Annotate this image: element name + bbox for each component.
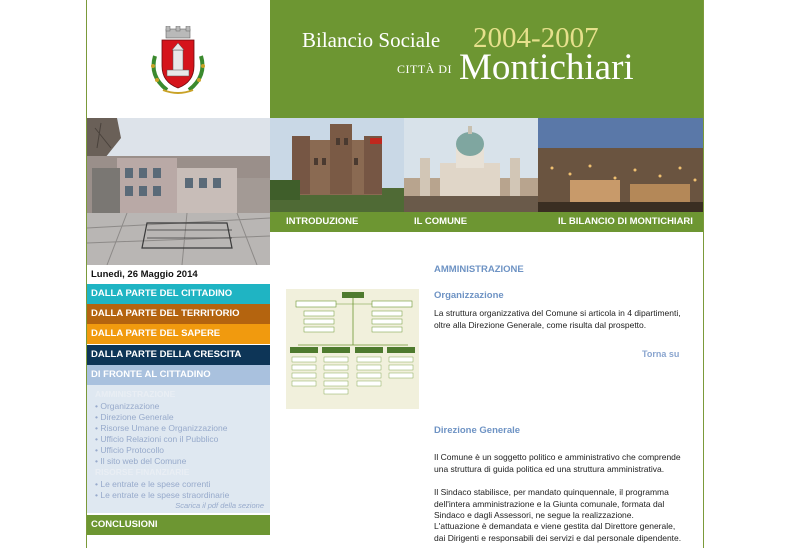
- nav-territorio[interactable]: DALLA PARTE DEL TERRITORIO: [87, 304, 270, 324]
- paragraph-organizzazione: La struttura organizzativa del Comune si articola in 4 dipartimenti, oltre alla Direzione Generale, come risulta dal prospetto.: [434, 308, 681, 330]
- town-hall-photo: [87, 118, 270, 265]
- submenu-section-amministrazione[interactable]: AMMINISTRAZIONE: [95, 389, 176, 399]
- download-pdf-link[interactable]: Scarica il pdf della sezione: [175, 501, 264, 510]
- logo-area: [87, 0, 270, 118]
- nav-conclusioni[interactable]: CONCLUSIONI: [87, 515, 270, 535]
- nav-sapere[interactable]: DALLA PARTE DEL SAPERE: [87, 324, 270, 344]
- paragraph-direzione-3: L'attuazione è demandata e viene gestita dal Direttore generale, dai Dirigenti e responsabili dei servizi e dal personale dipendente.: [434, 521, 682, 543]
- main-content: [270, 232, 703, 548]
- photo-strip: [270, 118, 703, 212]
- back-to-top-link[interactable]: Torna su: [642, 349, 680, 359]
- submenu-panel: [87, 385, 270, 513]
- main-tabs: [270, 212, 703, 232]
- submenu-item-risorse-umane[interactable]: • Risorse Umane e Organizzazione: [95, 423, 228, 433]
- header-years: 2004-2007: [473, 22, 599, 54]
- paragraph-direzione-1: Il Comune è un soggetto politico e amministrativo che comprende una struttura di guida politica ed una struttura amministrativa.: [434, 452, 681, 474]
- header-citta-label: CITTÀ DI: [397, 62, 452, 76]
- castle-photo: [270, 118, 404, 212]
- header-title: Bilancio Sociale: [302, 28, 441, 52]
- tab-il-comune[interactable]: IL COMUNE: [414, 216, 468, 227]
- nav-di-fronte-al-cittadino[interactable]: DI FRONTE AL CITTADINO: [87, 365, 270, 385]
- heading-direzione-generale: Direzione Generale: [434, 425, 521, 436]
- submenu-item-protocollo[interactable]: • Ufficio Protocollo: [95, 445, 164, 455]
- submenu-item-entrate-correnti[interactable]: • Le entrate e le spese correnti: [95, 479, 211, 489]
- tab-introduzione[interactable]: INTRODUZIONE: [286, 216, 359, 227]
- submenu-item-label: Le entrate e le spese straordinarie: [100, 490, 230, 500]
- town-panorama-photo: [538, 118, 703, 212]
- tab-il-bilancio[interactable]: IL BILANCIO DI MONTICHIARI: [558, 216, 693, 227]
- church-photo: [404, 118, 538, 212]
- submenu-item-entrate-straordinarie[interactable]: • Le entrate e le spese straordinarie: [95, 490, 230, 500]
- submenu-item-label: Il sito web del Comune: [100, 456, 187, 466]
- submenu-item-sito-web[interactable]: • Il sito web del Comune: [95, 456, 187, 466]
- submenu-item-label: Le entrate e le spese correnti: [100, 479, 211, 489]
- submenu-item-label: Ufficio Protocollo: [100, 445, 164, 455]
- nav-cittadino[interactable]: DALLA PARTE DEL CITTADINO: [87, 284, 270, 304]
- submenu-item-label: Organizzazione: [100, 401, 160, 411]
- site-header: [270, 0, 703, 118]
- town-crest-logo[interactable]: [145, 26, 211, 96]
- submenu-item-label: Direzione Generale: [100, 412, 174, 422]
- header-town-name: Montichiari: [459, 47, 634, 88]
- section-title: AMMINISTRAZIONE: [434, 264, 524, 275]
- paragraph-direzione-2: Il Sindaco stabilisce, per mandato quinquennale, il programma dell'intera amministrazione e la Giunta comunale, formata dal Sindaco e dagli Assessori, ne segue la realizzazione.: [434, 487, 669, 520]
- submenu-item-organizzazione[interactable]: • Organizzazione: [95, 401, 160, 411]
- submenu-item-direzione-generale[interactable]: • Direzione Generale: [95, 412, 174, 422]
- nav-crescita[interactable]: DALLA PARTE DELLA CRESCITA: [87, 345, 270, 365]
- submenu-item-urp[interactable]: • Ufficio Relazioni con il Pubblico: [95, 434, 219, 444]
- submenu-item-label: Risorse Umane e Organizzazione: [100, 423, 228, 433]
- submenu-item-label: Ufficio Relazioni con il Pubblico: [100, 434, 219, 444]
- submenu-section-risorse-finanziarie[interactable]: RISORSE FINANZIARIE: [95, 467, 190, 477]
- left-column: [87, 0, 270, 548]
- organization-chart-image[interactable]: [286, 289, 419, 409]
- current-date: Lunedì, 26 Maggio 2014: [91, 269, 198, 280]
- heading-organizzazione: Organizzazione: [434, 290, 504, 301]
